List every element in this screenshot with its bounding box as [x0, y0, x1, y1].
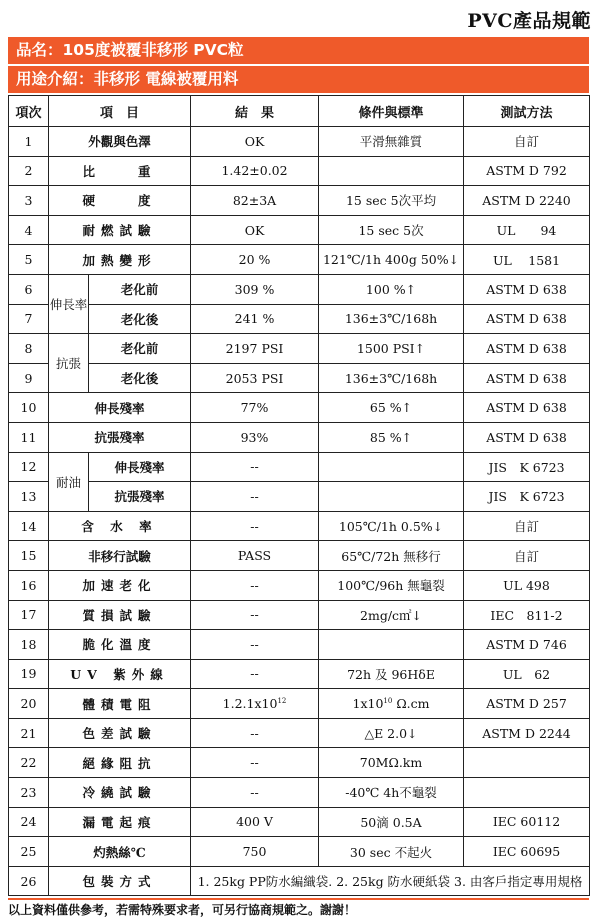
result-base: 1.2.1x10 [222, 696, 278, 712]
row-number: 20 [9, 689, 49, 719]
cond-exponent: 10 [383, 696, 393, 705]
row-item: 加熱變形 [49, 245, 191, 275]
row-method: ASTM D 2240 [464, 186, 590, 216]
row-method: ASTM D 638 [464, 334, 590, 364]
row-item: 老化後 [89, 304, 191, 334]
table-row [9, 718, 590, 748]
table-row [9, 452, 590, 482]
row-number: 18 [9, 630, 49, 660]
row-item: 脆化溫度 [49, 630, 191, 660]
row-method: ASTM D 638 [464, 274, 590, 304]
row-method: ASTM D 746 [464, 630, 590, 660]
row-item: 質損試驗 [49, 600, 191, 630]
usage-banner: 用途介紹：非移形 電線被覆用料 [8, 66, 589, 93]
row-number: 11 [9, 422, 49, 452]
row-condition: △E 2.0↓ [319, 718, 464, 748]
row-number: 12 [9, 452, 49, 482]
table-row [9, 541, 590, 571]
row-condition: 85 %↑ [319, 422, 464, 452]
row-method: IEC 60112 [464, 807, 590, 837]
row-condition: 15 sec 5次 [319, 215, 464, 245]
row-condition: 100 %↑ [319, 274, 464, 304]
footer-note: 以上資料僅供參考，若需特殊要求者，可另行協商規範之。謝謝！ [8, 898, 589, 920]
row-result: -- [191, 718, 319, 748]
row-result: 77% [191, 393, 319, 423]
row-method: IEC 60695 [464, 837, 590, 867]
row-item: 抗張殘率 [89, 482, 191, 512]
table-row [9, 156, 590, 186]
row-condition: 平滑無雜質 [319, 127, 464, 157]
row-condition: 72h 及 96HδE [319, 659, 464, 689]
row-method: ASTM D 792 [464, 156, 590, 186]
spec-table [8, 95, 590, 896]
row-result: -- [191, 630, 319, 660]
row-item: 漏電起痕 [49, 807, 191, 837]
row-condition [319, 156, 464, 186]
row-item: 絕緣阻抗 [49, 748, 191, 778]
row-method: 自訂 [464, 127, 590, 157]
row-condition: 30 sec 不起火 [319, 837, 464, 867]
row-condition [319, 630, 464, 660]
table-row [9, 630, 590, 660]
row-result: 93% [191, 422, 319, 452]
table-row [9, 186, 590, 216]
row-condition: 105℃/1h 0.5%↓ [319, 511, 464, 541]
table-row [9, 748, 590, 778]
header-condition: 條件與標準 [319, 96, 464, 127]
row-method: 自訂 [464, 511, 590, 541]
row-result: 1.42±0.02 [191, 156, 319, 186]
row-result: 309 % [191, 274, 319, 304]
row-number: 3 [9, 186, 49, 216]
row-result: 2197 PSI [191, 334, 319, 364]
row-number: 9 [9, 363, 49, 393]
table-row [9, 778, 590, 808]
row-number: 8 [9, 334, 49, 364]
row-method: UL 498 [464, 570, 590, 600]
row-number: 26 [9, 866, 49, 896]
row-result: -- [191, 452, 319, 482]
row-number: 6 [9, 274, 49, 304]
row-result: OK [191, 215, 319, 245]
row-number: 17 [9, 600, 49, 630]
row-method: UL 94 [464, 215, 590, 245]
row-number: 1 [9, 127, 49, 157]
result-exponent: 12 [277, 696, 287, 705]
table-row [9, 866, 590, 896]
row-group-label: 耐油 [49, 452, 89, 511]
row-result: -- [191, 600, 319, 630]
row-condition: 70MΩ.km [319, 748, 464, 778]
row-condition: 136±3℃/168h [319, 363, 464, 393]
row-group-label: 伸長率 [49, 274, 89, 333]
product-name-banner: 品名：105度被覆非移形 PVC粒 [8, 37, 589, 64]
row-item: 伸長殘率 [49, 393, 191, 423]
row-item: 冷繞試驗 [49, 778, 191, 808]
row-condition: 1500 PSI↑ [319, 334, 464, 364]
row-method: JIS K 6723 [464, 452, 590, 482]
row-result: 20 % [191, 245, 319, 275]
row-number: 16 [9, 570, 49, 600]
row-method [464, 748, 590, 778]
document-title: PVC產品規範 [467, 10, 591, 32]
row-item: 非移行試驗 [49, 541, 191, 571]
row-condition: 2mg/c㎡↓ [319, 600, 464, 630]
row-item: 伸長殘率 [89, 452, 191, 482]
row-method: ASTM D 638 [464, 363, 590, 393]
row-condition: 100℃/96h 無龜裂 [319, 570, 464, 600]
row-item: 硬 度 [49, 186, 191, 216]
table-row [9, 363, 590, 393]
row-condition: 65℃/72h 無移行 [319, 541, 464, 571]
row-item: 色差試驗 [49, 718, 191, 748]
row-condition: -40℃ 4h不龜裂 [319, 778, 464, 808]
row-result: PASS [191, 541, 319, 571]
table-row [9, 482, 590, 512]
row-result: 241 % [191, 304, 319, 334]
table-row [9, 304, 590, 334]
row-number: 13 [9, 482, 49, 512]
row-result: OK [191, 127, 319, 157]
row-number: 22 [9, 748, 49, 778]
row-number: 7 [9, 304, 49, 334]
row-item: UV 紫外線 [49, 659, 191, 689]
row-item: 老化前 [89, 274, 191, 304]
row-packing: 1. 25kg PP防水編織袋. 2. 25kg 防水硬紙袋 3. 由客戶指定專用規格 [191, 866, 590, 896]
table-row [9, 600, 590, 630]
row-condition: 121℃/1h 400g 50%↓ [319, 245, 464, 275]
cond-unit: Ω.cm [392, 696, 430, 712]
header-no: 項次 [9, 96, 49, 127]
table-header-row [9, 96, 590, 127]
table-row [9, 570, 590, 600]
row-method: JIS K 6723 [464, 482, 590, 512]
row-condition: 65 %↑ [319, 393, 464, 423]
row-method: ASTM D 638 [464, 393, 590, 423]
row-result: -- [191, 511, 319, 541]
row-method: IEC 811-2 [464, 600, 590, 630]
row-condition: 50滴 0.5A [319, 807, 464, 837]
row-item: 包裝方式 [49, 866, 191, 896]
table-row [9, 689, 590, 719]
row-condition: 15 sec 5次平均 [319, 186, 464, 216]
table-row [9, 422, 590, 452]
header-method: 測試方法 [464, 96, 590, 127]
row-result: -- [191, 482, 319, 512]
row-method: UL 1581 [464, 245, 590, 275]
row-result: -- [191, 659, 319, 689]
row-item: 灼熱絲℃ [49, 837, 191, 867]
row-result [191, 689, 319, 719]
cond-base: 1x10 [352, 696, 384, 712]
row-condition [319, 452, 464, 482]
table-row [9, 127, 590, 157]
row-condition [319, 482, 464, 512]
row-method: UL 62 [464, 659, 590, 689]
row-item: 加速老化 [49, 570, 191, 600]
row-method: ASTM D 638 [464, 422, 590, 452]
row-item: 耐燃試驗 [49, 215, 191, 245]
row-result: 2053 PSI [191, 363, 319, 393]
row-number: 14 [9, 511, 49, 541]
row-method: ASTM D 638 [464, 304, 590, 334]
row-result: -- [191, 570, 319, 600]
row-item: 體積電阻 [49, 689, 191, 719]
row-condition [319, 689, 464, 719]
row-item: 含 水 率 [49, 511, 191, 541]
row-number: 25 [9, 837, 49, 867]
row-method [464, 778, 590, 808]
row-item: 抗張殘率 [49, 422, 191, 452]
row-group-label: 抗張 [49, 334, 89, 393]
table-row [9, 807, 590, 837]
row-number: 24 [9, 807, 49, 837]
row-item: 老化前 [89, 334, 191, 364]
row-number: 5 [9, 245, 49, 275]
table-row [9, 511, 590, 541]
table-row [9, 215, 590, 245]
row-number: 15 [9, 541, 49, 571]
row-result: 400 V [191, 807, 319, 837]
row-number: 2 [9, 156, 49, 186]
header-result: 結 果 [191, 96, 319, 127]
table-row [9, 334, 590, 364]
row-item: 外觀與色澤 [49, 127, 191, 157]
header-item: 項 目 [49, 96, 191, 127]
table-row [9, 659, 590, 689]
row-method: ASTM D 2244 [464, 718, 590, 748]
row-number: 23 [9, 778, 49, 808]
row-item: 老化後 [89, 363, 191, 393]
row-method: ASTM D 257 [464, 689, 590, 719]
row-number: 21 [9, 718, 49, 748]
row-method: 自訂 [464, 541, 590, 571]
row-result: -- [191, 748, 319, 778]
table-row [9, 245, 590, 275]
row-condition: 136±3℃/168h [319, 304, 464, 334]
row-result: 82±3A [191, 186, 319, 216]
row-number: 4 [9, 215, 49, 245]
table-row [9, 837, 590, 867]
table-row [9, 393, 590, 423]
row-result: -- [191, 778, 319, 808]
row-result: 750 [191, 837, 319, 867]
row-number: 19 [9, 659, 49, 689]
row-number: 10 [9, 393, 49, 423]
row-item: 比 重 [49, 156, 191, 186]
table-row [9, 274, 590, 304]
